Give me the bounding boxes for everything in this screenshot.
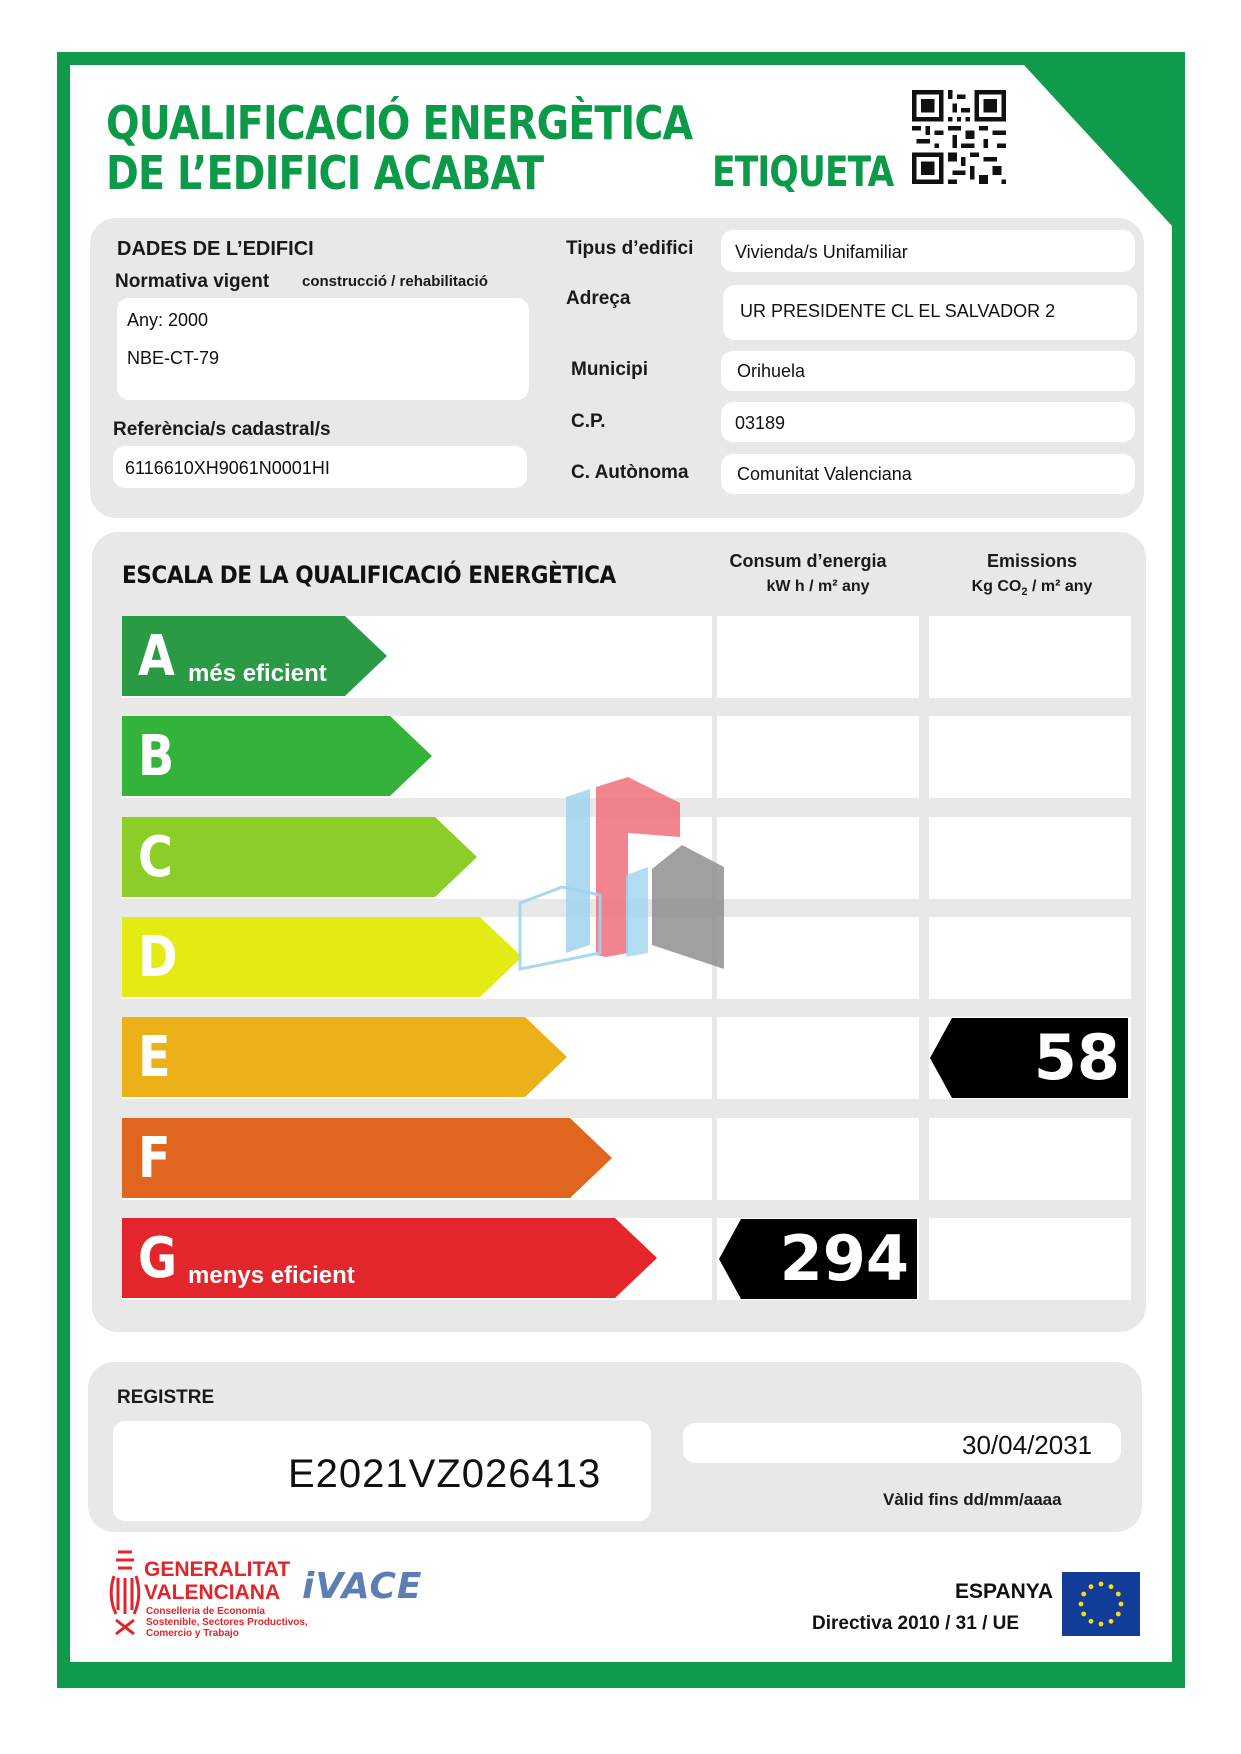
ivace-logo: iVACE xyxy=(302,1566,423,1607)
cadastral-label: Referència/s cadastral/s xyxy=(113,419,331,440)
class-letter-b: B xyxy=(138,724,175,789)
emissions-rating-value: 58 xyxy=(1033,1021,1120,1094)
generalitat-sub-2: Sostenible, Sectores Productivos, xyxy=(146,1617,308,1628)
scale-title: ESCALA DE LA QUALIFICACIÓ ENERGÈTICA xyxy=(122,561,616,589)
consumption-cell-a xyxy=(717,616,919,698)
emissions-cell-f xyxy=(929,1118,1131,1200)
class-letter-a: A xyxy=(138,624,175,689)
emissions-cell-g xyxy=(929,1218,1131,1300)
autonoma-value: Comunitat Valenciana xyxy=(737,464,912,484)
title-line-1: QUALIFICACIÓ ENERGÈTICA xyxy=(106,96,693,150)
class-arrow-f xyxy=(122,1118,612,1198)
normativa-value: NBE-CT-79 xyxy=(127,348,220,368)
generalitat-line-1: GENERALITAT xyxy=(144,1558,291,1581)
emissions-cell-a xyxy=(929,616,1131,698)
emissions-column-title: Emissions xyxy=(986,551,1078,571)
consumption-cell-e xyxy=(717,1017,919,1099)
register-label: REGISTRE xyxy=(117,1387,215,1408)
municipi-label: Municipi xyxy=(571,359,649,380)
consumption-rating-value: 294 xyxy=(779,1222,909,1295)
municipi-value: Orihuela xyxy=(737,361,806,381)
emissions-cell-d xyxy=(929,917,1131,999)
consumption-cell-f xyxy=(717,1118,919,1200)
building-watermark-icon xyxy=(518,775,728,975)
normativa-label: Normativa vigent xyxy=(115,271,270,292)
generalitat-sub-1: Conselleria de Economía xyxy=(146,1606,265,1617)
emissions-cell-c xyxy=(929,817,1131,899)
valid-date-label: Vàlid fins dd/mm/aaaa xyxy=(883,1490,1062,1509)
country-label: ESPANYA xyxy=(955,1580,1054,1603)
class-arrow-e xyxy=(122,1017,567,1097)
normativa-hint: construcció / rehabilitació xyxy=(302,273,488,290)
generalitat-line-2: VALENCIANA xyxy=(144,1581,281,1604)
class-letter-d: D xyxy=(138,925,178,990)
emissions-cell-b xyxy=(929,716,1131,798)
consumption-cell-d xyxy=(717,917,919,999)
register-number: E2021VZ026413 xyxy=(288,1452,602,1496)
consumption-cell-b xyxy=(717,716,919,798)
adreca-label: Adreça xyxy=(566,288,631,309)
tipus-value: Vivienda/s Unifamiliar xyxy=(735,242,908,262)
consumption-column-title: Consum d’energia xyxy=(729,551,887,571)
cp-value: 03189 xyxy=(735,413,786,433)
emissions-column-unit: Kg $CO_2 / m^2$ any xyxy=(971,578,1093,599)
cp-label: C.P. xyxy=(571,411,606,432)
class-letter-e: E xyxy=(138,1025,171,1090)
class-arrow-d xyxy=(122,917,522,997)
consumption-column-unit: kW h / m² any xyxy=(766,578,870,595)
class-letter-c: C xyxy=(138,825,173,890)
qr-code-icon xyxy=(912,90,1006,184)
directive-label: Directiva 2010 / 31 / UE xyxy=(812,1613,1020,1634)
building-section-title: DADES DE L’EDIFICI xyxy=(117,238,314,260)
construction-year: Any: 2000 xyxy=(127,310,209,330)
class-sublabel-g: menys eficient xyxy=(188,1262,355,1289)
title-line-2: DE L’EDIFICI ACABAT xyxy=(106,146,544,200)
cadastral-value: 6116610XH9061N0001HI xyxy=(125,458,330,478)
tipus-label: Tipus d’edifici xyxy=(566,238,694,259)
class-letter-f: F xyxy=(138,1126,171,1191)
generalitat-emblem-icon xyxy=(108,1548,142,1640)
adreca-value: UR PRESIDENTE CL EL SALVADOR 2 xyxy=(740,301,1056,321)
eu-flag-icon xyxy=(1062,1572,1140,1636)
valid-date: 30/04/2031 xyxy=(962,1430,1093,1460)
consumption-cell-c xyxy=(717,817,919,899)
etiqueta-label: ETIQUETA xyxy=(712,147,894,196)
class-letter-g: G xyxy=(138,1226,178,1291)
generalitat-sub-3: Comercio y Trabajo xyxy=(146,1628,239,1639)
class-sublabel-a: més eficient xyxy=(188,660,327,687)
class-arrow-c xyxy=(122,817,477,897)
autonoma-label: C. Autònoma xyxy=(571,462,689,483)
